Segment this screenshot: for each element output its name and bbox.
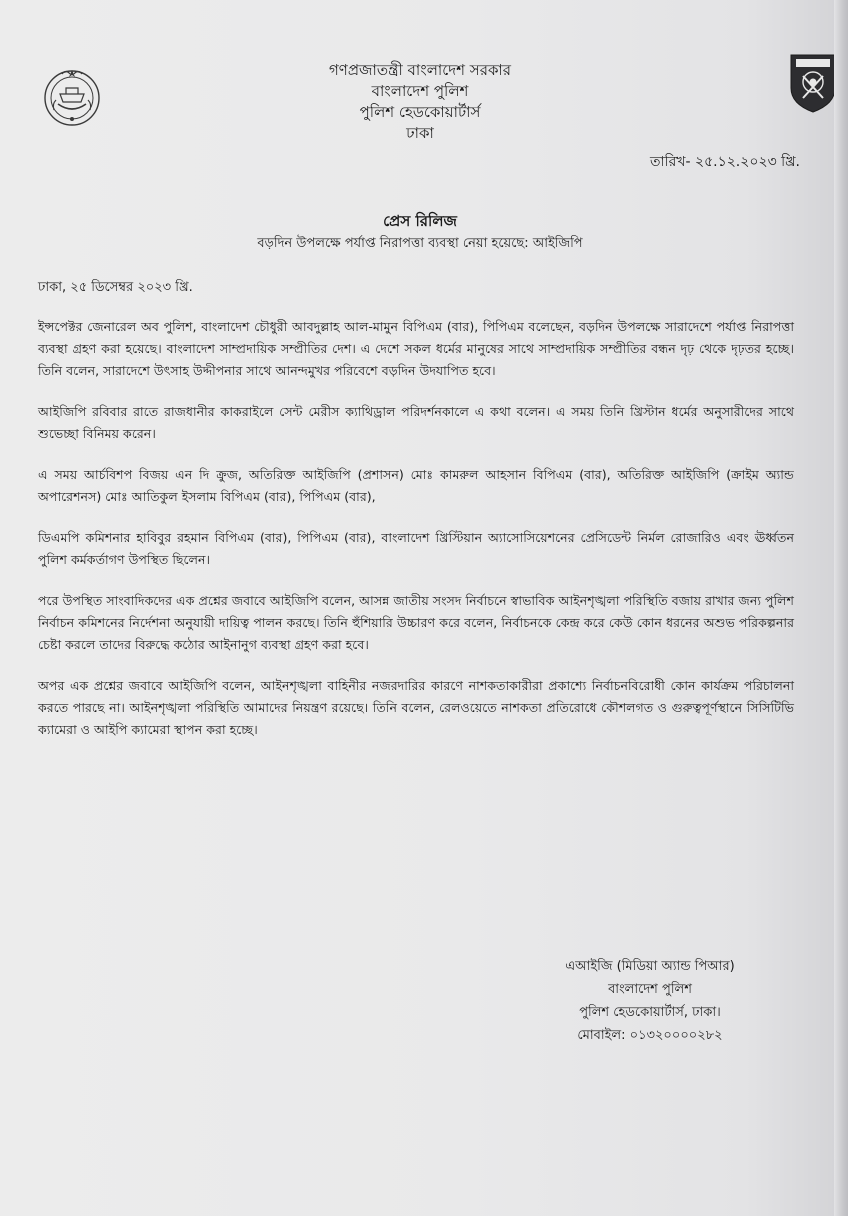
paragraph: পরে উপস্থিত সাংবাদিকদের এক প্রশ্নের জবাবে আইজিপি বলেন, আসন্ন জাতীয় সংসদ নির্বাচনে স্বাভাবিক আইনশৃঙ্খলা পরিস্থিতি বজায় রাখার জন্য পুলিশ নির্বাচন কমিশনের নির্দেশনা অনুযায়ী দায়িত্ব পালন করছে। তিনি হুঁশিয়ারি উচ্চারণ করে বলেন, নির্বাচনকে কেন্দ্র করে কেউ কোন ধরনের অশুভ পরিকল্পনার চেষ্টা করলে তাদের বিরুদ্ধে কঠোর আইনানুগ ব্যবস্থা গ্রহণ করা হবে।: [38, 593, 794, 652]
signatory-mobile: মোবাইল: ০১৩২০০০০২৮২: [577, 1028, 723, 1043]
paragraph: ডিএমপি কমিশনার হাবিবুর রহমান বিপিএম (বার), পিপিএম (বার), বাংলাদেশ খ্রিস্টিয়ান অ্যাসোসিয়েশনের প্রেসিডেন্ট নির্মল রোজারিও এবং ঊর্ধ্বতন পুলিশ কর্মকর্তাগণ উপস্থিত ছিলেন।: [38, 530, 794, 567]
press-release-subtitle: বড়দিন উপলক্ষে পর্যাপ্ত নিরাপত্তা ব্যবস্থা নেয়া হয়েছে: আইজিপি: [257, 236, 583, 251]
paragraph: ইন্সপেক্টর জেনারেল অব পুলিশ, বাংলাদেশ চৌধুরী আবদুল্লাহ আল-মামুন বিপিএম (বার), পিপিএম বলেছেন, বড়দিন উপলক্ষে সারাদেশে পর্যাপ্ত নিরাপত্তা ব্যবস্থা গ্রহণ করা হয়েছে। বাংলাদেশ সাম্প্রদায়িক সম্প্রীতির দেশ। এ দেশে সকল ধর্মের মানুষের সাথে সাম্প্রদায়িক সম্প্রীতির বন্ধন দৃঢ় থেকে দৃঢ়তর হচ্ছে। তিনি বলেন, সারাদেশে উৎসাহ উদ্দীপনার সাথে আনন্দমুখর পরিবেশে বড়দিন উদযাপিত হবে।: [38, 319, 794, 378]
dateline: ঢাকা, ২৫ ডিসেম্বর ২০২৩ খ্রি.: [38, 280, 193, 295]
government-name: গণপ্রজাতন্ত্রী বাংলাদেশ সরকার: [328, 61, 512, 79]
page-edge-shadow: [834, 0, 848, 1216]
issue-date: তারিখ- ২৫.১২.২০২৩ খ্রি.: [650, 154, 800, 170]
paragraph: এ সময় আর্চবিশপ বিজয় এন দি ক্রুজ, অতিরিক্ত আইজিপি (প্রশাসন) মোঃ কামরুল আহসান বিপিএম (বার), অতিরিক্ত আইজিপি (ক্রাইম অ্যান্ড অপারেশনস) মোঃ আতিকুল ইসলাম বিপিএম (বার), পিপিএম (বার),: [38, 467, 794, 504]
organization-name: বাংলাদেশ পুলিশ: [371, 82, 469, 100]
signature-block: [540, 955, 760, 1047]
paragraph: অপর এক প্রশ্নের জবাবে আইজিপি বলেন, আইনশৃঙ্খলা বাহিনীর নজরদারির কারণে নাশকতাকারীরা প্রকাশ্যে নির্বাচনবিরোধী কোন কার্যক্রম পরিচালনা করতে পারছে না। আইনশৃঙ্খলা পরিস্থিতি আমাদের নিয়ন্ত্রণ রয়েছে। তিনি বলেন, রেলওয়েতে নাশকতা প্রতিরোধে কৌশলগত ও গুরুত্বপূর্ণস্থানে সিসিটিভি ক্যামেরা ও আইপি ক্যামেরা স্থাপন করা হচ্ছে।: [38, 678, 794, 737]
signatory-designation: এআইজি (মিডিয়া অ্যান্ড পিআর): [565, 959, 735, 974]
press-release-title: প্রেস রিলিজ: [383, 212, 457, 230]
police-shield-badge-icon: [788, 52, 838, 114]
city-name: ঢাকা: [406, 124, 434, 142]
signatory-office: পুলিশ হেডকোয়ার্টার্স, ঢাকা।: [579, 1005, 721, 1020]
office-name: পুলিশ হেডকোয়ার্টার্স: [359, 103, 481, 121]
paragraph: আইজিপি রবিবার রাতে রাজধানীর কাকরাইলে সেন্ট মেরীস ক্যাথিড্রাল পরিদর্শনকালে এ কথা বলেন। এ সময় তিনি খ্রিস্টান ধর্মের অনুসারীদের সাথে শুভেচ্ছা বিনিময় করেন।: [38, 404, 794, 441]
signatory-organization: বাংলাদেশ পুলিশ: [608, 982, 692, 997]
bangladesh-police-seal-icon: [40, 64, 104, 128]
letterhead: [250, 60, 590, 144]
release-body: [38, 316, 794, 760]
